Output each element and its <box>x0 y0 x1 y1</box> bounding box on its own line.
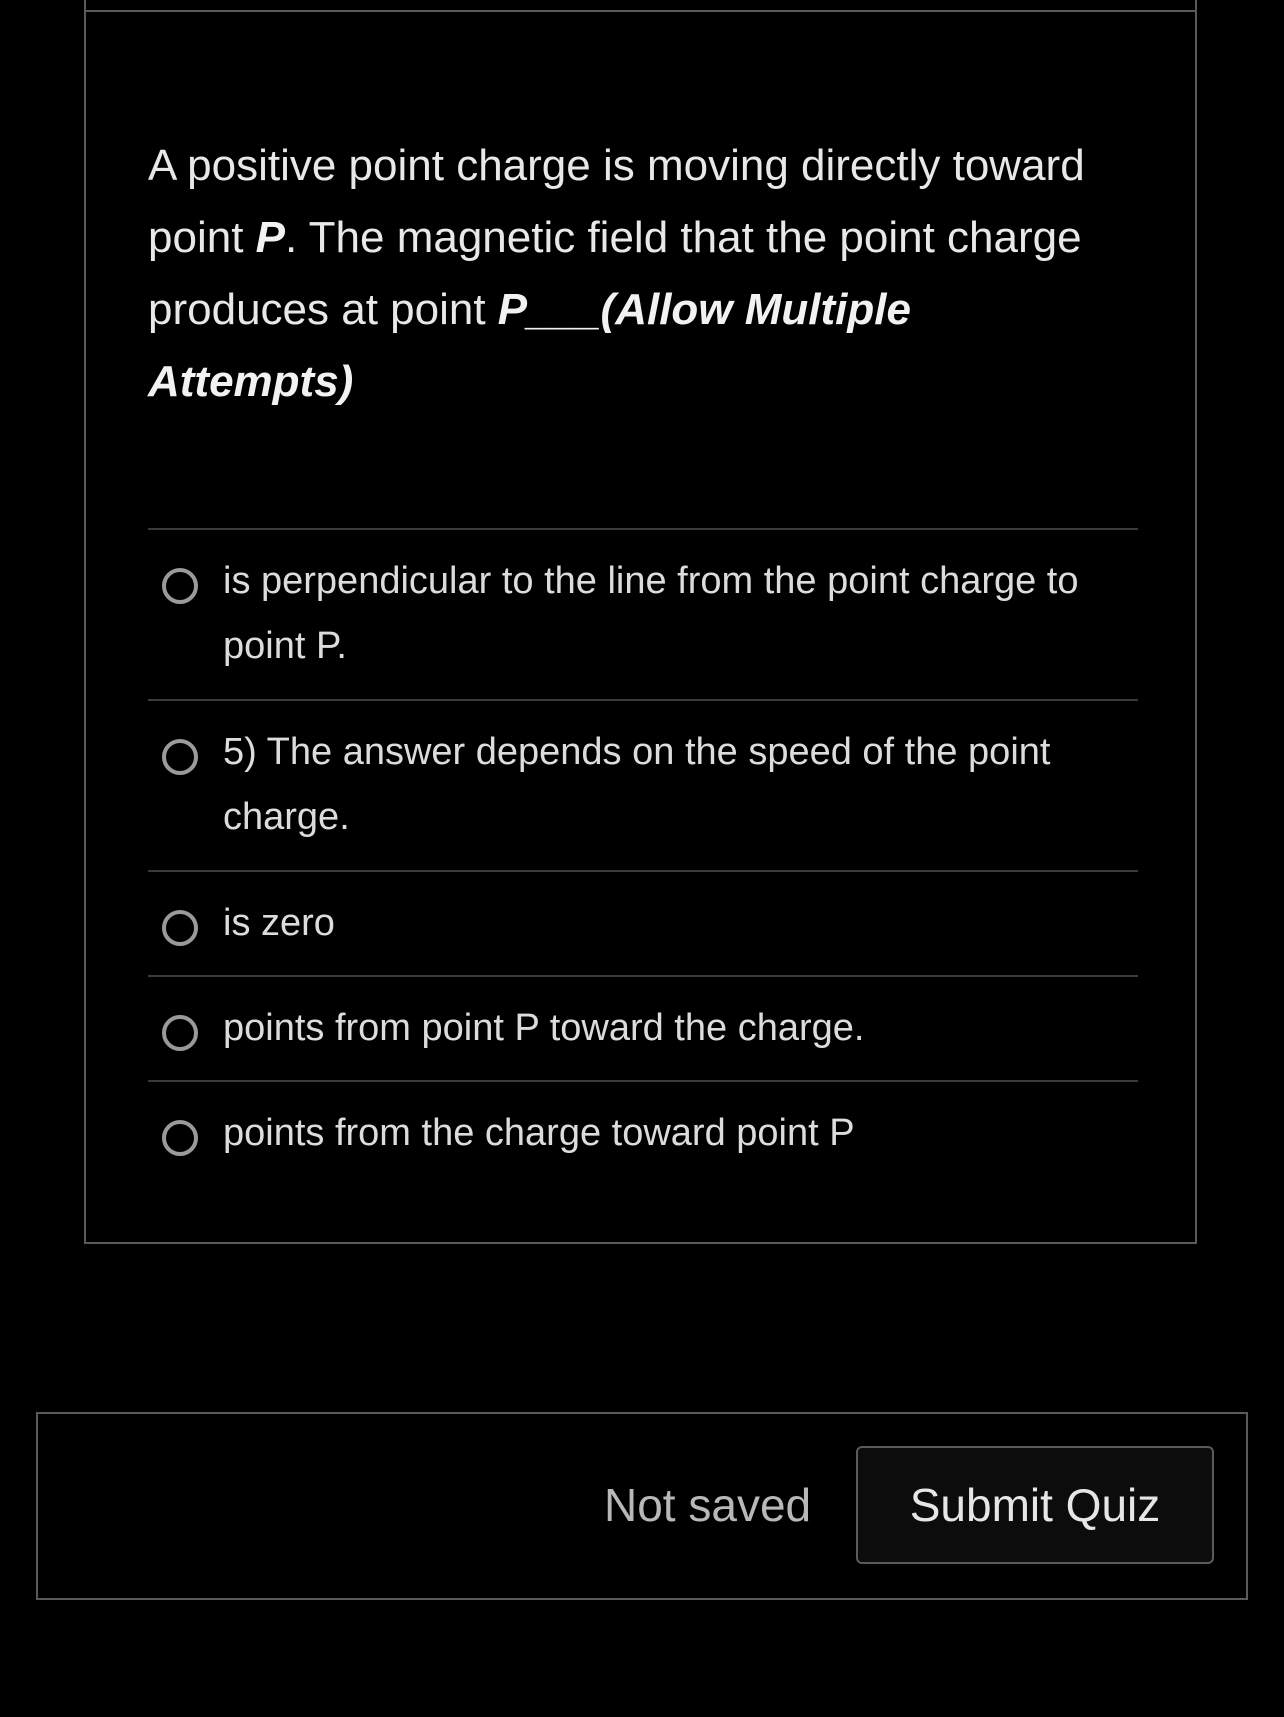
save-status-text: Not saved <box>604 1479 812 1531</box>
radio-button-icon[interactable] <box>162 568 198 604</box>
radio-button-icon[interactable] <box>162 1015 198 1051</box>
question-text-part1: A positive point charge is moving directly toward point <box>148 141 1085 262</box>
card-top-divider <box>86 10 1195 12</box>
quiz-footer-bar <box>36 1412 1248 1600</box>
radio-button-icon[interactable] <box>162 1120 198 1156</box>
question-card <box>84 0 1197 1244</box>
question-emphasis-allow-multiple: P___(Allow Multiple Attempts) <box>148 285 911 406</box>
question-emphasis-p: P <box>255 213 285 262</box>
submit-quiz-button[interactable]: Submit Quiz <box>856 1446 1214 1564</box>
question-text <box>148 130 1108 418</box>
answer-label: points from the charge toward point P <box>223 1112 855 1154</box>
answer-option-points-toward-p[interactable] <box>148 1082 1138 1187</box>
answer-list <box>148 528 1138 1187</box>
answer-label: is perpendicular to the line from the point charge to point P. <box>223 560 1079 667</box>
answer-label: is zero <box>223 902 335 944</box>
radio-button-icon[interactable] <box>162 910 198 946</box>
radio-button-icon[interactable] <box>162 739 198 775</box>
answer-label: 5) The answer depends on the speed of the point charge. <box>223 731 1051 838</box>
question-text-part2: . The magnetic field that the point charge produces at point <box>148 213 1082 334</box>
answer-option-depends-on-speed[interactable] <box>148 701 1138 872</box>
answer-option-points-toward-charge[interactable] <box>148 977 1138 1082</box>
answer-option-perpendicular[interactable] <box>148 530 1138 701</box>
answer-option-is-zero[interactable] <box>148 872 1138 977</box>
answer-label: points from point P toward the charge. <box>223 1007 865 1049</box>
